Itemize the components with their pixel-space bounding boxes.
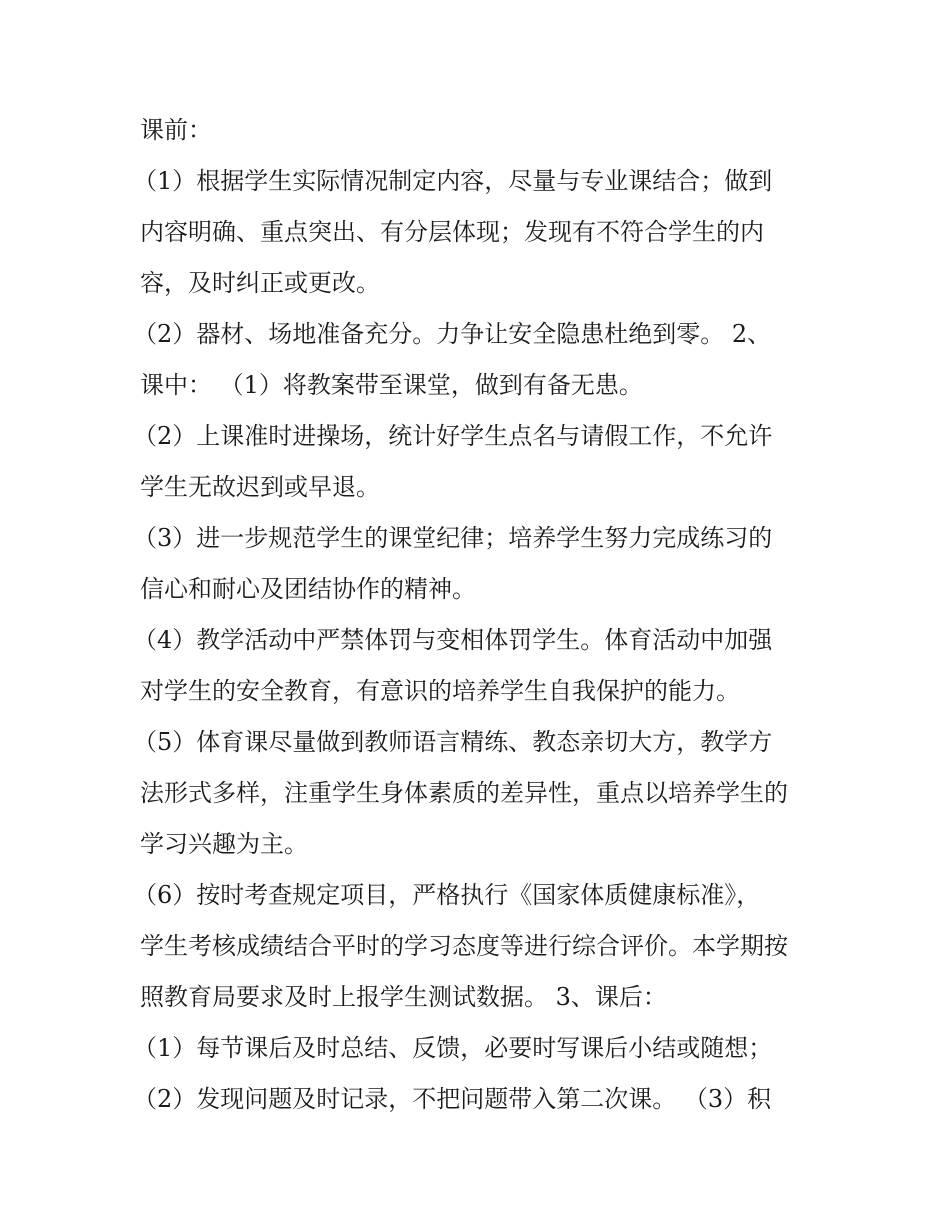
text-line-13: （5）体育课尽量做到教师语言精练、教态亲切大方，教学方	[133, 728, 773, 756]
text-line-6: 课中： （1）将教案带至课堂，做到有备无患。	[140, 371, 643, 399]
text-line-10: 信心和耐心及团结协作的精神。	[140, 575, 476, 603]
text-line-8: 学生无故迟到或早退。	[140, 473, 380, 501]
text-line-17: 学生考核成绩结合平时的学习态度等进行综合评价。本学期按	[140, 932, 788, 960]
document-body	[133, 105, 820, 1125]
text-line-3: 内容明确、重点突出、有分层体现；发现有不符合学生的内	[140, 218, 764, 246]
text-line-5: （2）器材、场地准备充分。力争让安全隐患杜绝到零。 2、	[133, 320, 772, 348]
text-line-19: （1）每节课后及时总结、反馈，必要时写课后小结或随想；	[133, 1034, 773, 1062]
text-line-4: 容，及时纠正或更改。	[140, 269, 380, 297]
text-line-7: （2）上课准时进操场，统计好学生点名与请假工作，不允许	[133, 422, 773, 450]
text-line-11: （4）教学活动中严禁体罚与变相体罚学生。体育活动中加强	[133, 626, 773, 654]
text-line-20: （2）发现问题及时记录，不把问题带入第二次课。 （3）积	[133, 1085, 772, 1113]
text-line-16: （6）按时考查规定项目，严格执行《国家体质健康标准》，	[133, 881, 761, 909]
text-line-14: 法形式多样，注重学生身体素质的差异性，重点以培养学生的	[140, 779, 788, 807]
text-line-9: （3）进一步规范学生的课堂纪律；培养学生努力完成练习的	[133, 524, 773, 552]
text-line-2: （1）根据学生实际情况制定内容，尽量与专业课结合；做到	[133, 167, 773, 195]
text-line-12: 对学生的安全教育，有意识的培养学生自我保护的能力。	[140, 677, 740, 705]
text-line-18: 照教育局要求及时上报学生测试数据。 3、课后：	[140, 983, 667, 1011]
text-line-1: 课前：	[140, 116, 212, 144]
text-line-15: 学习兴趣为主。	[140, 830, 308, 858]
